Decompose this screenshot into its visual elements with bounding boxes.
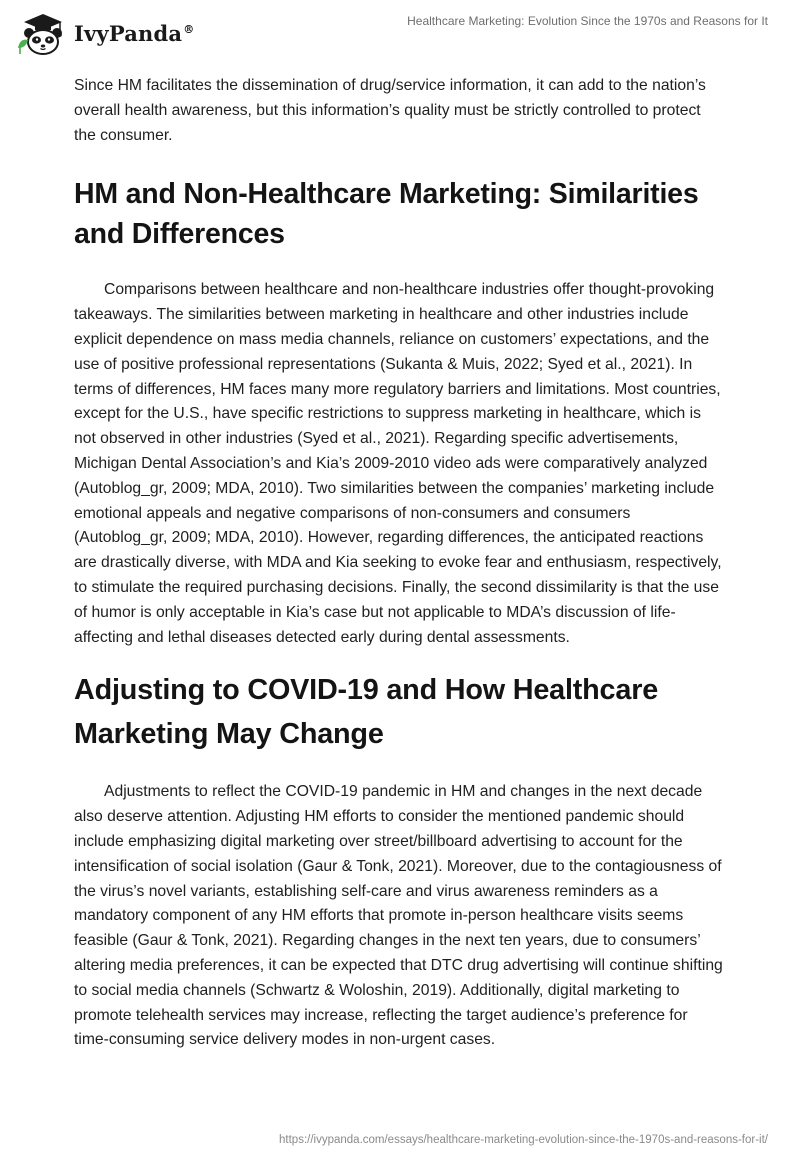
ivypanda-logo[interactable] bbox=[14, 10, 214, 56]
section-paragraph-covid: Adjustments to reflect the COVID-19 pandemic in HM and changes in the next decade also deserve attention. Adjusting HM efforts to consider the mentioned pandemic should include emphasizing digital marketing over street/billboard advertising to account for the intensification of social isolation (Gaur & Tonk, 2021). Moreover, due to the contagiousness of the virus’s novel variants, establishing self-care and virus awareness reminders as a mandatory component of any HM efforts that promote in-person healthcare visits seems feasible (Gaur & Tonk, 2021). Regarding changes in the next ten years, due to consumers’ altering media preferences, it can be expected that DTC drug advertising will continue shifting to social media channels (Schwartz & Woloshin, 2019). Additionally, digital marketing to promote telehealth services may increase, reflecting the target audience’s preference for time-consuming service delivery modes in non-urgent cases. bbox=[74, 783, 723, 1049]
registered-mark: ® bbox=[183, 22, 195, 36]
footer-url[interactable]: https://ivypanda.com/essays/healthcare-marketing-evolution-since-the-1970s-and-reasons-for-it/ bbox=[279, 1134, 768, 1146]
panda-graduate-icon bbox=[14, 10, 72, 56]
intro-paragraph: Since HM facilitates the dissemination of drug/service information, it can add to the nation’s overall health awareness, but this information’s quality must be strictly controlled to protect the consumer. bbox=[74, 77, 706, 144]
page-header bbox=[0, 0, 800, 70]
document-title: Healthcare Marketing: Evolution Since the 1970s and Reasons for It bbox=[407, 14, 768, 28]
section-paragraph-similarities: Comparisons between healthcare and non-healthcare industries offer thought-provoking takeaways. The similarities between marketing in healthcare and other industries include explicit dependence on mass media channels, reliance on customers’ expectations, and the use of positive professional representations (Sukanta & Muis, 2022; Syed et al., 2021). In terms of differences, HM faces many more regulatory barriers and limitations. Most countries, except for the U.S., have specific restrictions to suppress marketing in healthcare, which is not observed in other industries (Syed et al., 2021). Regarding specific advertisements, Michigan Dental Association’s and Kia’s 2009-2010 video ads were comparatively analyzed (Autoblog_gr, 2009; MDA, 2010). Two similarities between the companies’ marketing include emotional appeals and negative comparisons of non-consumers and consumers (Autoblog_gr, 2009; MDA, 2010). However, regarding differences, the anticipated reactions are drastically diverse, with MDA and Kia seeking to evoke fear and enthusiasm, respectively, to stimulate the required purchasing decisions. Finally, the second dissimilarity is that the use of humor is only acceptable in Kia’s case but not applicable to MDA’s discussion of life-affecting and lethal diseases detected early during dental assessments. bbox=[74, 281, 722, 646]
section-heading-covid: Adjusting to COVID-19 and How Healthcare Marketing May Change bbox=[74, 674, 659, 751]
section-heading-similarities: HM and Non-Healthcare Marketing: Similarities and Differences bbox=[74, 178, 699, 251]
article-body bbox=[74, 74, 726, 1053]
brand-name: IvyPanda® bbox=[74, 20, 195, 46]
